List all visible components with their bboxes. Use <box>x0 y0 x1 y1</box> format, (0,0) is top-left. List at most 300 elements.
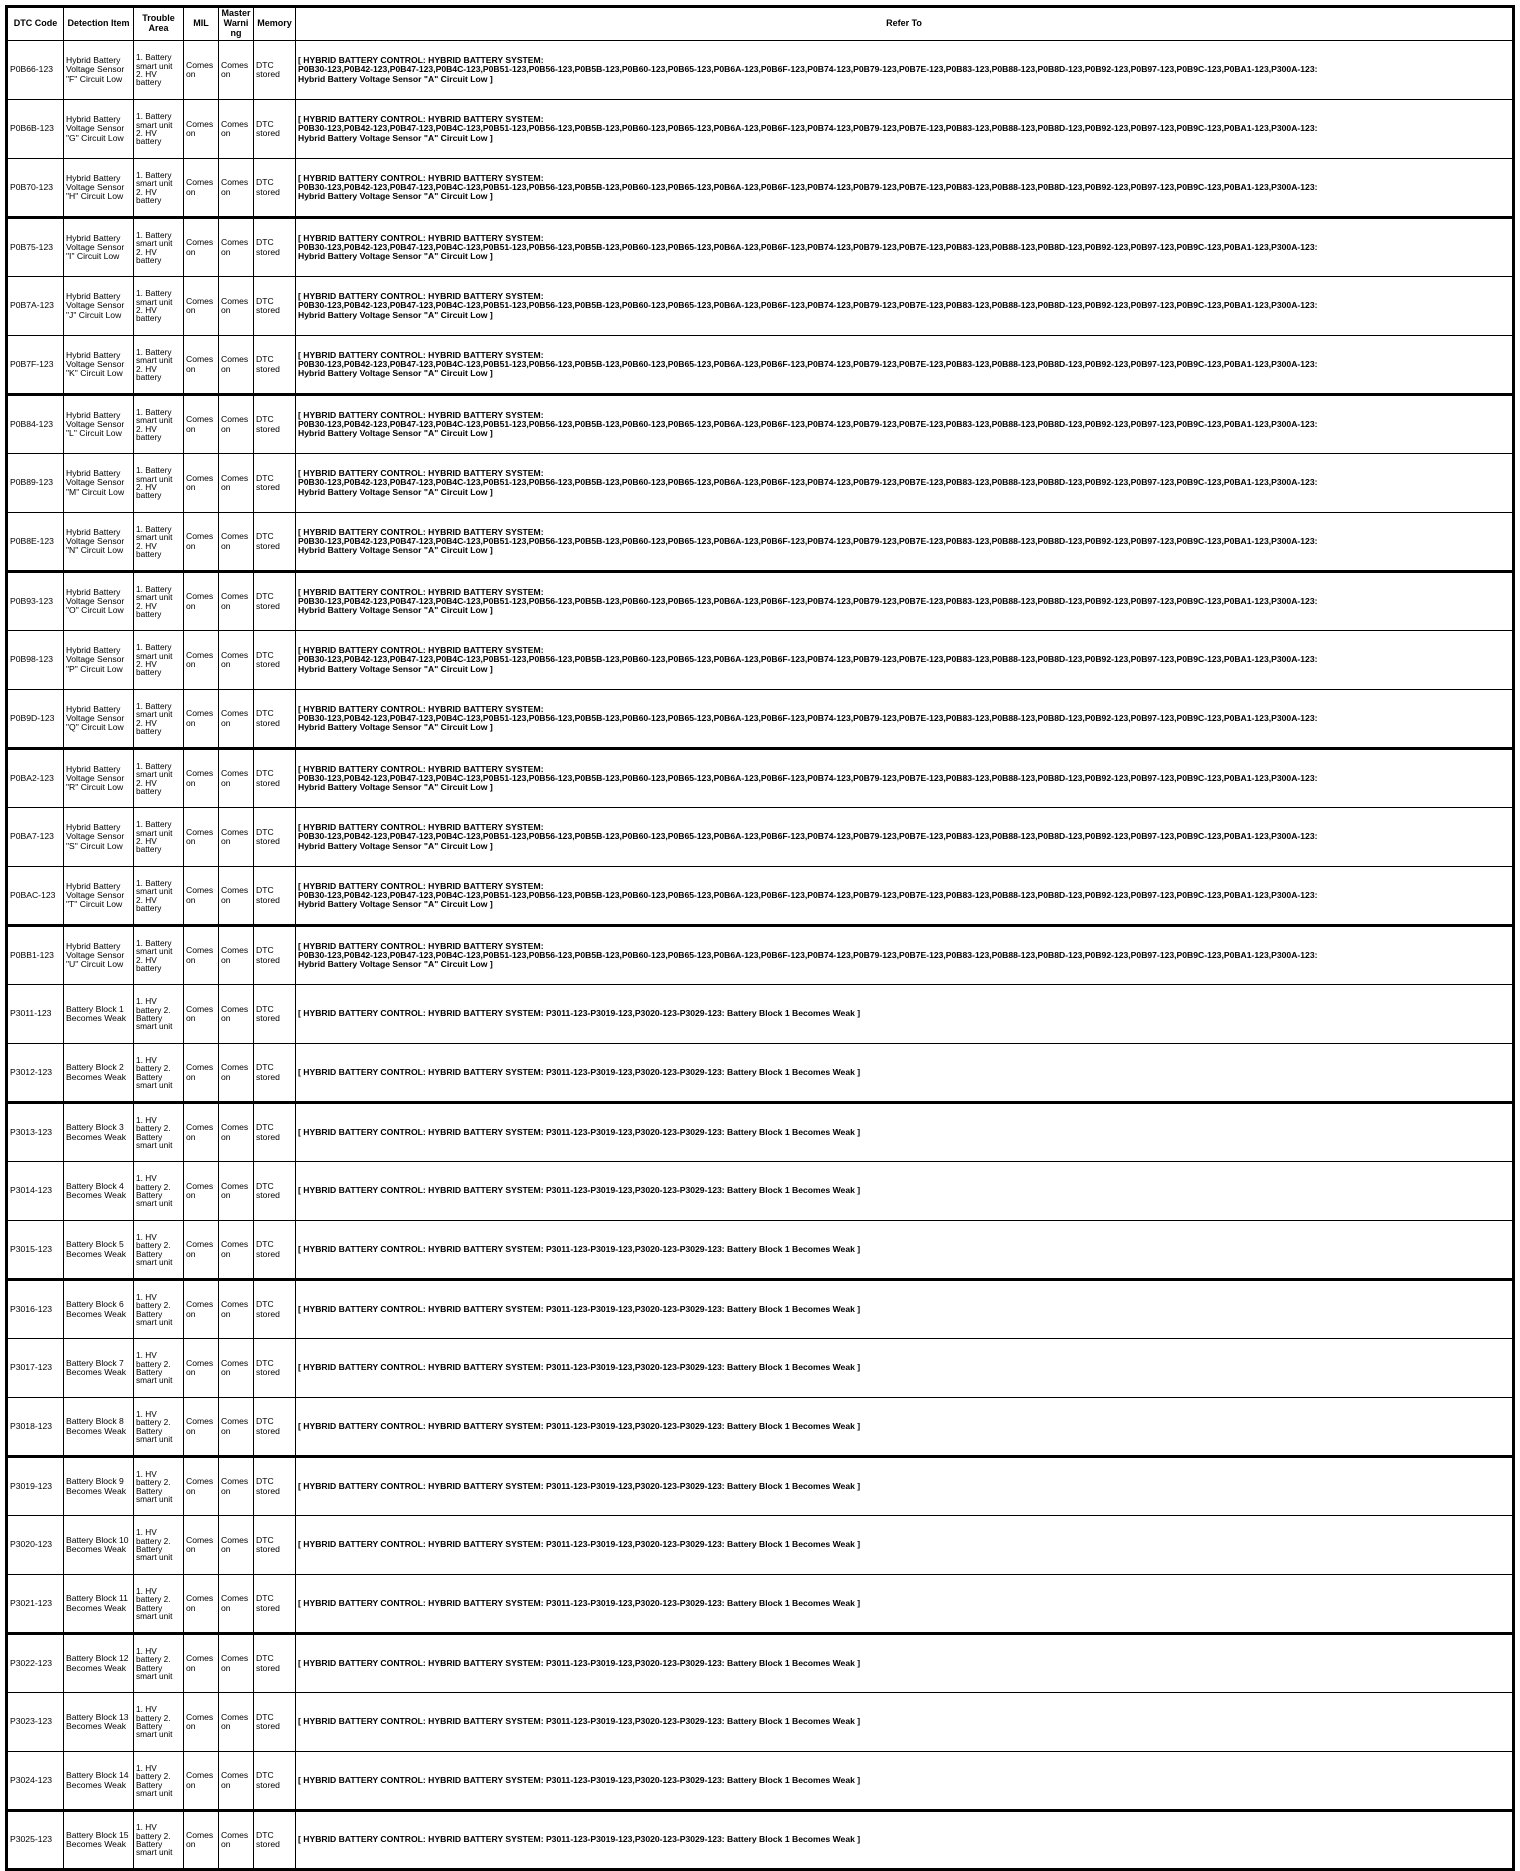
table-row <box>7 1457 1514 1516</box>
refer-to-cell <box>296 1811 1514 1870</box>
trouble-area-cell: 1. Battery smart unit 2. HV battery <box>134 336 184 395</box>
dtc-code-cell: P0B9D-123 <box>7 690 64 749</box>
memory-cell: DTC stored <box>254 277 296 336</box>
trouble-area-cell: 1. HV battery 2. Battery smart unit <box>134 985 184 1044</box>
trouble-area-cell: 1. Battery smart unit 2. HV battery <box>134 277 184 336</box>
dtc-code-cell: P3020-123 <box>7 1516 64 1575</box>
master-warning-cell: Comes on <box>219 1339 254 1398</box>
refer-to-link-text[interactable]: [ HYBRID BATTERY CONTROL: HYBRID BATTERY SYSTEM: <box>298 55 544 66</box>
detection-item-cell: Hybrid Battery Voltage Sensor "F" Circuit Low <box>64 41 134 100</box>
refer-to-link-text[interactable]: Hybrid Battery Voltage Sensor "A" Circuit Low ] <box>298 840 493 851</box>
refer-to-link-text[interactable]: [ HYBRID BATTERY CONTROL: HYBRID BATTERY SYSTEM: P3011-123-P3019-123,P3020-123-P3029-123: Battery Block 1 Becomes Weak ] <box>298 1008 861 1019</box>
master-warning-cell: Comes on <box>219 572 254 631</box>
refer-to-link-text[interactable]: [ HYBRID BATTERY CONTROL: HYBRID BATTERY SYSTEM: P3011-123-P3019-123,P3020-123-P3029-123: Battery Block 1 Becomes Weak ] <box>298 1185 861 1196</box>
table-row <box>7 1693 1514 1752</box>
table-row <box>7 926 1514 985</box>
trouble-area-cell: 1. Battery smart unit 2. HV battery <box>134 808 184 867</box>
table-row <box>7 100 1514 159</box>
memory-cell: DTC stored <box>254 454 296 513</box>
refer-to-link-text[interactable]: [ HYBRID BATTERY CONTROL: HYBRID BATTERY SYSTEM: P3011-123-P3019-123,P3020-123-P3029-123: Battery Block 1 Becomes Weak ] <box>298 1657 861 1668</box>
memory-cell: DTC stored <box>254 926 296 985</box>
master-warning-cell: Comes on <box>219 336 254 395</box>
table-row <box>7 159 1514 218</box>
table-row <box>7 1339 1514 1398</box>
master-warning-cell: Comes on <box>219 1398 254 1457</box>
refer-to-link-text[interactable]: P0B30-123,P0B42-123,P0B47-123,P0B4C-123,P0B51-123,P0B56-123,P0B5B-123,P0B60-123,P0B65-123,P0B6A-123,P0B6F-123,P0B74-123,P0B79-123,P0B7E-123,P0B83-123,P0B88-123,P0B8D-123,P0B92-123,P0B97-123,P0B9C-123,P0BA1-123,P300A-123: <box>298 418 1318 429</box>
detection-item-cell: Battery Block 2 Becomes Weak <box>64 1044 134 1103</box>
detection-item-cell: Battery Block 12 Becomes Weak <box>64 1634 134 1693</box>
master-warning-cell: Comes on <box>219 1693 254 1752</box>
dtc-code-cell: P3023-123 <box>7 1693 64 1752</box>
table-body <box>7 41 1514 1870</box>
refer-to-link-text[interactable]: [ HYBRID BATTERY CONTROL: HYBRID BATTERY SYSTEM: <box>298 645 544 656</box>
mil-cell: Comes on <box>184 1752 219 1811</box>
detection-item-cell: Hybrid Battery Voltage Sensor "G" Circuit Low <box>64 100 134 159</box>
refer-to-link-text[interactable]: [ HYBRID BATTERY CONTROL: HYBRID BATTERY SYSTEM: P3011-123-P3019-123,P3020-123-P3029-123: Battery Block 1 Becomes Weak ] <box>298 1420 861 1431</box>
refer-to-link-text[interactable]: Hybrid Battery Voltage Sensor "A" Circuit Low ] <box>298 309 493 320</box>
memory-cell: DTC stored <box>254 513 296 572</box>
refer-to-link-text[interactable]: [ HYBRID BATTERY CONTROL: HYBRID BATTERY SYSTEM: <box>298 468 544 479</box>
dtc-code-cell: P0B8E-123 <box>7 513 64 572</box>
table-row <box>7 1103 1514 1162</box>
mil-cell: Comes on <box>184 1162 219 1221</box>
memory-cell: DTC stored <box>254 100 296 159</box>
master-warning-cell: Comes on <box>219 395 254 454</box>
mil-cell: Comes on <box>184 1516 219 1575</box>
mil-cell: Comes on <box>184 631 219 690</box>
refer-to-link-text[interactable]: [ HYBRID BATTERY CONTROL: HYBRID BATTERY SYSTEM: P3011-123-P3019-123,P3020-123-P3029-123: Battery Block 1 Becomes Weak ] <box>298 1539 861 1550</box>
memory-cell: DTC stored <box>254 218 296 277</box>
memory-cell: DTC stored <box>254 1339 296 1398</box>
refer-to-cell <box>296 1398 1514 1457</box>
trouble-area-cell: 1. HV battery 2. Battery smart unit <box>134 1752 184 1811</box>
table-row <box>7 690 1514 749</box>
memory-cell: DTC stored <box>254 572 296 631</box>
refer-to-cell <box>296 808 1514 867</box>
trouble-area-cell: 1. HV battery 2. Battery smart unit <box>134 1811 184 1870</box>
refer-to-link-text[interactable]: P0B30-123,P0B42-123,P0B47-123,P0B4C-123,P0B51-123,P0B56-123,P0B5B-123,P0B60-123,P0B65-123,P0B6A-123,P0B6F-123,P0B74-123,P0B79-123,P0B7E-123,P0B83-123,P0B88-123,P0B8D-123,P0B92-123,P0B97-123,P0B9C-123,P0BA1-123,P300A-123: <box>298 654 1318 665</box>
trouble-area-cell: 1. Battery smart unit 2. HV battery <box>134 100 184 159</box>
refer-to-link-text[interactable]: Hybrid Battery Voltage Sensor "A" Circuit Low ] <box>298 132 493 143</box>
dtc-code-cell: P0B6B-123 <box>7 100 64 159</box>
refer-to-cell <box>296 1693 1514 1752</box>
mil-cell: Comes on <box>184 572 219 631</box>
refer-to-link-text[interactable]: [ HYBRID BATTERY CONTROL: HYBRID BATTERY SYSTEM: P3011-123-P3019-123,P3020-123-P3029-123: Battery Block 1 Becomes Weak ] <box>298 1774 861 1785</box>
memory-cell: DTC stored <box>254 1457 296 1516</box>
master-warning-cell: Comes on <box>219 1575 254 1634</box>
refer-to-cell <box>296 1752 1514 1811</box>
header-trouble-area: Trouble Area <box>134 7 184 41</box>
table-row <box>7 395 1514 454</box>
mil-cell: Comes on <box>184 1221 219 1280</box>
detection-item-cell: Battery Block 15 Becomes Weak <box>64 1811 134 1870</box>
detection-item-cell: Hybrid Battery Voltage Sensor "U" Circuit Low <box>64 926 134 985</box>
refer-to-link-text[interactable]: P0B30-123,P0B42-123,P0B47-123,P0B4C-123,P0B51-123,P0B56-123,P0B5B-123,P0B60-123,P0B65-123,P0B6A-123,P0B6F-123,P0B74-123,P0B79-123,P0B7E-123,P0B83-123,P0B88-123,P0B8D-123,P0B92-123,P0B97-123,P0B9C-123,P0BA1-123,P300A-123: <box>298 535 1318 546</box>
detection-item-cell: Battery Block 1 Becomes Weak <box>64 985 134 1044</box>
memory-cell: DTC stored <box>254 1162 296 1221</box>
dtc-code-cell: P0B75-123 <box>7 218 64 277</box>
refer-to-link-text[interactable]: [ HYBRID BATTERY CONTROL: HYBRID BATTERY SYSTEM: <box>298 586 544 597</box>
table-row <box>7 513 1514 572</box>
memory-cell: DTC stored <box>254 1811 296 1870</box>
refer-to-link-text[interactable]: P0B30-123,P0B42-123,P0B47-123,P0B4C-123,P0B51-123,P0B56-123,P0B5B-123,P0B60-123,P0B65-123,P0B6A-123,P0B6F-123,P0B74-123,P0B79-123,P0B7E-123,P0B83-123,P0B88-123,P0B8D-123,P0B92-123,P0B97-123,P0B9C-123,P0BA1-123,P300A-123: <box>298 477 1318 488</box>
refer-to-cell <box>296 1103 1514 1162</box>
refer-to-link-text[interactable]: [ HYBRID BATTERY CONTROL: HYBRID BATTERY SYSTEM: P3011-123-P3019-123,P3020-123-P3029-123: Battery Block 1 Becomes Weak ] <box>298 1597 861 1608</box>
memory-cell: DTC stored <box>254 749 296 808</box>
refer-to-link-text[interactable]: [ HYBRID BATTERY CONTROL: HYBRID BATTERY SYSTEM: <box>298 940 544 951</box>
detection-item-cell: Battery Block 9 Becomes Weak <box>64 1457 134 1516</box>
master-warning-cell: Comes on <box>219 513 254 572</box>
table-row <box>7 41 1514 100</box>
memory-cell: DTC stored <box>254 1575 296 1634</box>
mil-cell: Comes on <box>184 1811 219 1870</box>
mil-cell: Comes on <box>184 1280 219 1339</box>
refer-to-link-text[interactable]: P0B30-123,P0B42-123,P0B47-123,P0B4C-123,P0B51-123,P0B56-123,P0B5B-123,P0B60-123,P0B65-123,P0B6A-123,P0B6F-123,P0B74-123,P0B79-123,P0B7E-123,P0B83-123,P0B88-123,P0B8D-123,P0B92-123,P0B97-123,P0B9C-123,P0BA1-123,P300A-123: <box>298 241 1318 252</box>
table-row <box>7 277 1514 336</box>
refer-to-cell <box>296 454 1514 513</box>
table-row <box>7 749 1514 808</box>
mil-cell: Comes on <box>184 100 219 159</box>
mil-cell: Comes on <box>184 395 219 454</box>
trouble-area-cell: 1. Battery smart unit 2. HV battery <box>134 454 184 513</box>
memory-cell: DTC stored <box>254 1516 296 1575</box>
dtc-code-cell: P3013-123 <box>7 1103 64 1162</box>
mil-cell: Comes on <box>184 690 219 749</box>
mil-cell: Comes on <box>184 159 219 218</box>
master-warning-cell: Comes on <box>219 41 254 100</box>
dtc-code-cell: P3012-123 <box>7 1044 64 1103</box>
trouble-area-cell: 1. Battery smart unit 2. HV battery <box>134 159 184 218</box>
table-row <box>7 808 1514 867</box>
refer-to-link-text[interactable]: [ HYBRID BATTERY CONTROL: HYBRID BATTERY SYSTEM: P3011-123-P3019-123,P3020-123-P3029-123: Battery Block 1 Becomes Weak ] <box>298 1243 861 1254</box>
detection-item-cell: Battery Block 8 Becomes Weak <box>64 1398 134 1457</box>
dtc-code-cell: P3022-123 <box>7 1634 64 1693</box>
dtc-code-cell: P0BA2-123 <box>7 749 64 808</box>
dtc-code-cell: P0B7A-123 <box>7 277 64 336</box>
mil-cell: Comes on <box>184 513 219 572</box>
master-warning-cell: Comes on <box>219 1280 254 1339</box>
detection-item-cell: Hybrid Battery Voltage Sensor "T" Circuit Low <box>64 867 134 926</box>
dtc-code-cell: P3015-123 <box>7 1221 64 1280</box>
table-header <box>7 7 1514 41</box>
detection-item-cell: Hybrid Battery Voltage Sensor "H" Circuit Low <box>64 159 134 218</box>
refer-to-link-text[interactable]: Hybrid Battery Voltage Sensor "A" Circuit Low ] <box>298 428 493 439</box>
detection-item-cell: Hybrid Battery Voltage Sensor "S" Circuit Low <box>64 808 134 867</box>
refer-to-cell <box>296 1221 1514 1280</box>
refer-to-link-text[interactable]: Hybrid Battery Voltage Sensor "A" Circuit Low ] <box>298 191 493 202</box>
header-master-warning: Master Warning <box>219 7 254 41</box>
refer-to-link-text[interactable]: [ HYBRID BATTERY CONTROL: HYBRID BATTERY SYSTEM: <box>298 114 544 125</box>
refer-to-cell <box>296 867 1514 926</box>
refer-to-link-text[interactable]: [ HYBRID BATTERY CONTROL: HYBRID BATTERY SYSTEM: <box>298 409 544 420</box>
table-row <box>7 1811 1514 1870</box>
header-detection-item: Detection Item <box>64 7 134 41</box>
table-row <box>7 631 1514 690</box>
dtc-code-cell: P0B84-123 <box>7 395 64 454</box>
dtc-code-cell: P0BA7-123 <box>7 808 64 867</box>
memory-cell: DTC stored <box>254 159 296 218</box>
dtc-code-cell: P0B93-123 <box>7 572 64 631</box>
master-warning-cell: Comes on <box>219 100 254 159</box>
detection-item-cell: Hybrid Battery Voltage Sensor "L" Circuit Low <box>64 395 134 454</box>
detection-item-cell: Battery Block 6 Becomes Weak <box>64 1280 134 1339</box>
memory-cell: DTC stored <box>254 1221 296 1280</box>
refer-to-cell <box>296 749 1514 808</box>
memory-cell: DTC stored <box>254 1693 296 1752</box>
trouble-area-cell: 1. HV battery 2. Battery smart unit <box>134 1516 184 1575</box>
trouble-area-cell: 1. Battery smart unit 2. HV battery <box>134 926 184 985</box>
mil-cell: Comes on <box>184 1339 219 1398</box>
master-warning-cell: Comes on <box>219 808 254 867</box>
trouble-area-cell: 1. HV battery 2. Battery smart unit <box>134 1339 184 1398</box>
table-row <box>7 1280 1514 1339</box>
master-warning-cell: Comes on <box>219 1162 254 1221</box>
header-mil: MIL <box>184 7 219 41</box>
refer-to-link-text[interactable]: [ HYBRID BATTERY CONTROL: HYBRID BATTERY SYSTEM: <box>298 703 544 714</box>
refer-to-cell <box>296 1457 1514 1516</box>
refer-to-cell <box>296 985 1514 1044</box>
memory-cell: DTC stored <box>254 1634 296 1693</box>
mil-cell: Comes on <box>184 808 219 867</box>
memory-cell: DTC stored <box>254 985 296 1044</box>
refer-to-cell <box>296 926 1514 985</box>
refer-to-link-text[interactable]: P0B30-123,P0B42-123,P0B47-123,P0B4C-123,P0B51-123,P0B56-123,P0B5B-123,P0B60-123,P0B65-123,P0B6A-123,P0B6F-123,P0B74-123,P0B79-123,P0B7E-123,P0B83-123,P0B88-123,P0B8D-123,P0B92-123,P0B97-123,P0B9C-123,P0BA1-123,P300A-123: <box>298 123 1318 134</box>
dtc-code-cell: P3021-123 <box>7 1575 64 1634</box>
refer-to-link-text[interactable]: Hybrid Battery Voltage Sensor "A" Circuit Low ] <box>298 73 493 84</box>
trouble-area-cell: 1. HV battery 2. Battery smart unit <box>134 1221 184 1280</box>
memory-cell: DTC stored <box>254 1398 296 1457</box>
mil-cell: Comes on <box>184 1103 219 1162</box>
refer-to-link-text[interactable]: [ HYBRID BATTERY CONTROL: HYBRID BATTERY SYSTEM: P3011-123-P3019-123,P3020-123-P3029-123: Battery Block 1 Becomes Weak ] <box>298 1066 861 1077</box>
refer-to-link-text[interactable]: P0B30-123,P0B42-123,P0B47-123,P0B4C-123,P0B51-123,P0B56-123,P0B5B-123,P0B60-123,P0B65-123,P0B6A-123,P0B6F-123,P0B74-123,P0B79-123,P0B7E-123,P0B83-123,P0B88-123,P0B8D-123,P0B92-123,P0B97-123,P0B9C-123,P0BA1-123,P300A-123: <box>298 712 1318 723</box>
mil-cell: Comes on <box>184 277 219 336</box>
trouble-area-cell: 1. HV battery 2. Battery smart unit <box>134 1103 184 1162</box>
trouble-area-cell: 1. HV battery 2. Battery smart unit <box>134 1398 184 1457</box>
detection-item-cell: Hybrid Battery Voltage Sensor "K" Circuit Low <box>64 336 134 395</box>
memory-cell: DTC stored <box>254 1280 296 1339</box>
dtc-code-cell: P3016-123 <box>7 1280 64 1339</box>
master-warning-cell: Comes on <box>219 749 254 808</box>
refer-to-cell <box>296 572 1514 631</box>
header-row <box>7 7 1514 41</box>
memory-cell: DTC stored <box>254 336 296 395</box>
dtc-code-cell: P0BAC-123 <box>7 867 64 926</box>
table-row <box>7 1752 1514 1811</box>
mil-cell: Comes on <box>184 985 219 1044</box>
dtc-code-cell: P3024-123 <box>7 1752 64 1811</box>
table-row <box>7 1398 1514 1457</box>
refer-to-link-text[interactable]: Hybrid Battery Voltage Sensor "A" Circuit Low ] <box>298 722 493 733</box>
refer-to-link-text[interactable]: [ HYBRID BATTERY CONTROL: HYBRID BATTERY SYSTEM: <box>298 291 544 302</box>
refer-to-cell <box>296 1162 1514 1221</box>
refer-to-cell <box>296 1044 1514 1103</box>
detection-item-cell: Battery Block 7 Becomes Weak <box>64 1339 134 1398</box>
refer-to-cell <box>296 513 1514 572</box>
refer-to-link-text[interactable]: P0B30-123,P0B42-123,P0B47-123,P0B4C-123,P0B51-123,P0B56-123,P0B5B-123,P0B60-123,P0B65-123,P0B6A-123,P0B6F-123,P0B74-123,P0B79-123,P0B7E-123,P0B83-123,P0B88-123,P0B8D-123,P0B92-123,P0B97-123,P0B9C-123,P0BA1-123,P300A-123: <box>298 949 1318 960</box>
detection-item-cell: Hybrid Battery Voltage Sensor "N" Circuit Low <box>64 513 134 572</box>
table-row <box>7 1634 1514 1693</box>
table-row <box>7 454 1514 513</box>
mil-cell: Comes on <box>184 218 219 277</box>
refer-to-link-text[interactable]: Hybrid Battery Voltage Sensor "A" Circuit Low ] <box>298 959 493 970</box>
detection-item-cell: Hybrid Battery Voltage Sensor "P" Circuit Low <box>64 631 134 690</box>
refer-to-link-text[interactable]: P0B30-123,P0B42-123,P0B47-123,P0B4C-123,P0B51-123,P0B56-123,P0B5B-123,P0B60-123,P0B65-123,P0B6A-123,P0B6F-123,P0B74-123,P0B79-123,P0B7E-123,P0B83-123,P0B88-123,P0B8D-123,P0B92-123,P0B97-123,P0B9C-123,P0BA1-123,P300A-123: <box>298 831 1318 842</box>
dtc-code-cell: P3019-123 <box>7 1457 64 1516</box>
trouble-area-cell: 1. Battery smart unit 2. HV battery <box>134 631 184 690</box>
master-warning-cell: Comes on <box>219 690 254 749</box>
table-row <box>7 1162 1514 1221</box>
dtc-table <box>5 5 1515 1871</box>
detection-item-cell: Hybrid Battery Voltage Sensor "J" Circuit Low <box>64 277 134 336</box>
refer-to-link-text[interactable]: [ HYBRID BATTERY CONTROL: HYBRID BATTERY SYSTEM: P3011-123-P3019-123,P3020-123-P3029-123: Battery Block 1 Becomes Weak ] <box>298 1126 861 1137</box>
refer-to-link-text[interactable]: [ HYBRID BATTERY CONTROL: HYBRID BATTERY SYSTEM: P3011-123-P3019-123,P3020-123-P3029-123: Battery Block 1 Becomes Weak ] <box>298 1834 861 1845</box>
master-warning-cell: Comes on <box>219 867 254 926</box>
master-warning-cell: Comes on <box>219 1457 254 1516</box>
refer-to-link-text[interactable]: Hybrid Battery Voltage Sensor "A" Circuit Low ] <box>298 782 493 793</box>
master-warning-cell: Comes on <box>219 1044 254 1103</box>
mil-cell: Comes on <box>184 1457 219 1516</box>
refer-to-link-text[interactable]: [ HYBRID BATTERY CONTROL: HYBRID BATTERY SYSTEM: <box>298 763 544 774</box>
master-warning-cell: Comes on <box>219 277 254 336</box>
refer-to-cell <box>296 1575 1514 1634</box>
refer-to-link-text[interactable]: [ HYBRID BATTERY CONTROL: HYBRID BATTERY SYSTEM: <box>298 232 544 243</box>
refer-to-link-text[interactable]: P0B30-123,P0B42-123,P0B47-123,P0B4C-123,P0B51-123,P0B56-123,P0B5B-123,P0B60-123,P0B65-123,P0B6A-123,P0B6F-123,P0B74-123,P0B79-123,P0B7E-123,P0B83-123,P0B88-123,P0B8D-123,P0B92-123,P0B97-123,P0B9C-123,P0BA1-123,P300A-123: <box>298 181 1318 192</box>
mil-cell: Comes on <box>184 41 219 100</box>
mil-cell: Comes on <box>184 1398 219 1457</box>
refer-to-link-text[interactable]: P0B30-123,P0B42-123,P0B47-123,P0B4C-123,P0B51-123,P0B56-123,P0B5B-123,P0B60-123,P0B65-123,P0B6A-123,P0B6F-123,P0B74-123,P0B79-123,P0B7E-123,P0B83-123,P0B88-123,P0B8D-123,P0B92-123,P0B97-123,P0B9C-123,P0BA1-123,P300A-123: <box>298 889 1318 900</box>
detection-item-cell: Hybrid Battery Voltage Sensor "O" Circuit Low <box>64 572 134 631</box>
refer-to-link-text[interactable]: Hybrid Battery Voltage Sensor "A" Circuit Low ] <box>298 663 493 674</box>
refer-to-link-text[interactable]: P0B30-123,P0B42-123,P0B47-123,P0B4C-123,P0B51-123,P0B56-123,P0B5B-123,P0B60-123,P0B65-123,P0B6A-123,P0B6F-123,P0B74-123,P0B79-123,P0B7E-123,P0B83-123,P0B88-123,P0B8D-123,P0B92-123,P0B97-123,P0B9C-123,P0BA1-123,P300A-123: <box>298 64 1318 75</box>
master-warning-cell: Comes on <box>219 985 254 1044</box>
refer-to-link-text[interactable]: [ HYBRID BATTERY CONTROL: HYBRID BATTERY SYSTEM: <box>298 172 544 183</box>
refer-to-link-text[interactable]: [ HYBRID BATTERY CONTROL: HYBRID BATTERY SYSTEM: <box>298 526 544 537</box>
refer-to-cell <box>296 1280 1514 1339</box>
dtc-code-cell: P0BB1-123 <box>7 926 64 985</box>
master-warning-cell: Comes on <box>219 1634 254 1693</box>
trouble-area-cell: 1. HV battery 2. Battery smart unit <box>134 1634 184 1693</box>
table-row <box>7 1575 1514 1634</box>
memory-cell: DTC stored <box>254 1752 296 1811</box>
refer-to-cell <box>296 395 1514 454</box>
table-row <box>7 1044 1514 1103</box>
memory-cell: DTC stored <box>254 631 296 690</box>
refer-to-link-text[interactable]: [ HYBRID BATTERY CONTROL: HYBRID BATTERY SYSTEM: <box>298 880 544 891</box>
trouble-area-cell: 1. HV battery 2. Battery smart unit <box>134 1280 184 1339</box>
refer-to-cell <box>296 690 1514 749</box>
trouble-area-cell: 1. Battery smart unit 2. HV battery <box>134 513 184 572</box>
trouble-area-cell: 1. HV battery 2. Battery smart unit <box>134 1575 184 1634</box>
trouble-area-cell: 1. Battery smart unit 2. HV battery <box>134 867 184 926</box>
refer-to-link-text[interactable]: Hybrid Battery Voltage Sensor "A" Circuit Low ] <box>298 545 493 556</box>
table-row <box>7 1516 1514 1575</box>
refer-to-link-text[interactable]: [ HYBRID BATTERY CONTROL: HYBRID BATTERY SYSTEM: <box>298 349 544 360</box>
master-warning-cell: Comes on <box>219 631 254 690</box>
dtc-code-cell: P3025-123 <box>7 1811 64 1870</box>
header-dtc-code: DTC Code <box>7 7 64 41</box>
refer-to-link-text[interactable]: Hybrid Battery Voltage Sensor "A" Circuit Low ] <box>298 368 493 379</box>
refer-to-link-text[interactable]: Hybrid Battery Voltage Sensor "A" Circuit Low ] <box>298 605 493 616</box>
refer-to-link-text[interactable]: Hybrid Battery Voltage Sensor "A" Circuit Low ] <box>298 899 493 910</box>
memory-cell: DTC stored <box>254 395 296 454</box>
refer-to-cell <box>296 100 1514 159</box>
detection-item-cell: Hybrid Battery Voltage Sensor "M" Circuit Low <box>64 454 134 513</box>
refer-to-link-text[interactable]: P0B30-123,P0B42-123,P0B47-123,P0B4C-123,P0B51-123,P0B56-123,P0B5B-123,P0B60-123,P0B65-123,P0B6A-123,P0B6F-123,P0B74-123,P0B79-123,P0B7E-123,P0B83-123,P0B88-123,P0B8D-123,P0B92-123,P0B97-123,P0B9C-123,P0BA1-123,P300A-123: <box>298 300 1318 311</box>
detection-item-cell: Hybrid Battery Voltage Sensor "I" Circuit Low <box>64 218 134 277</box>
detection-item-cell: Hybrid Battery Voltage Sensor "R" Circuit Low <box>64 749 134 808</box>
refer-to-link-text[interactable]: [ HYBRID BATTERY CONTROL: HYBRID BATTERY SYSTEM: <box>298 822 544 833</box>
memory-cell: DTC stored <box>254 41 296 100</box>
memory-cell: DTC stored <box>254 808 296 867</box>
header-memory: Memory <box>254 7 296 41</box>
refer-to-cell <box>296 631 1514 690</box>
header-refer-to: Refer To <box>296 7 1514 41</box>
dtc-code-cell: P0B98-123 <box>7 631 64 690</box>
trouble-area-cell: 1. Battery smart unit 2. HV battery <box>134 572 184 631</box>
trouble-area-cell: 1. Battery smart unit 2. HV battery <box>134 690 184 749</box>
master-warning-cell: Comes on <box>219 1221 254 1280</box>
refer-to-link-text[interactable]: [ HYBRID BATTERY CONTROL: HYBRID BATTERY SYSTEM: P3011-123-P3019-123,P3020-123-P3029-123: Battery Block 1 Becomes Weak ] <box>298 1716 861 1727</box>
detection-item-cell: Hybrid Battery Voltage Sensor "Q" Circuit Low <box>64 690 134 749</box>
trouble-area-cell: 1. Battery smart unit 2. HV battery <box>134 749 184 808</box>
master-warning-cell: Comes on <box>219 1103 254 1162</box>
refer-to-cell <box>296 159 1514 218</box>
mil-cell: Comes on <box>184 1693 219 1752</box>
trouble-area-cell: 1. HV battery 2. Battery smart unit <box>134 1693 184 1752</box>
refer-to-cell <box>296 277 1514 336</box>
detection-item-cell: Battery Block 14 Becomes Weak <box>64 1752 134 1811</box>
trouble-area-cell: 1. Battery smart unit 2. HV battery <box>134 41 184 100</box>
refer-to-cell <box>296 1516 1514 1575</box>
refer-to-link-text[interactable]: P0B30-123,P0B42-123,P0B47-123,P0B4C-123,P0B51-123,P0B56-123,P0B5B-123,P0B60-123,P0B65-123,P0B6A-123,P0B6F-123,P0B74-123,P0B79-123,P0B7E-123,P0B83-123,P0B88-123,P0B8D-123,P0B92-123,P0B97-123,P0B9C-123,P0BA1-123,P300A-123: <box>298 595 1318 606</box>
mil-cell: Comes on <box>184 454 219 513</box>
dtc-code-cell: P0B89-123 <box>7 454 64 513</box>
refer-to-link-text[interactable]: P0B30-123,P0B42-123,P0B47-123,P0B4C-123,P0B51-123,P0B56-123,P0B5B-123,P0B60-123,P0B65-123,P0B6A-123,P0B6F-123,P0B74-123,P0B79-123,P0B7E-123,P0B83-123,P0B88-123,P0B8D-123,P0B92-123,P0B97-123,P0B9C-123,P0BA1-123,P300A-123: <box>298 358 1318 369</box>
mil-cell: Comes on <box>184 926 219 985</box>
refer-to-link-text[interactable]: P0B30-123,P0B42-123,P0B47-123,P0B4C-123,P0B51-123,P0B56-123,P0B5B-123,P0B60-123,P0B65-123,P0B6A-123,P0B6F-123,P0B74-123,P0B79-123,P0B7E-123,P0B83-123,P0B88-123,P0B8D-123,P0B92-123,P0B97-123,P0B9C-123,P0BA1-123,P300A-123: <box>298 772 1318 783</box>
detection-item-cell: Battery Block 10 Becomes Weak <box>64 1516 134 1575</box>
refer-to-link-text[interactable]: Hybrid Battery Voltage Sensor "A" Circuit Low ] <box>298 486 493 497</box>
memory-cell: DTC stored <box>254 690 296 749</box>
dtc-code-cell: P3011-123 <box>7 985 64 1044</box>
detection-item-cell: Battery Block 3 Becomes Weak <box>64 1103 134 1162</box>
refer-to-link-text[interactable]: Hybrid Battery Voltage Sensor "A" Circuit Low ] <box>298 251 493 262</box>
table-row <box>7 867 1514 926</box>
memory-cell: DTC stored <box>254 1103 296 1162</box>
mil-cell: Comes on <box>184 749 219 808</box>
refer-to-link-text[interactable]: [ HYBRID BATTERY CONTROL: HYBRID BATTERY SYSTEM: P3011-123-P3019-123,P3020-123-P3029-123: Battery Block 1 Becomes Weak ] <box>298 1303 861 1314</box>
table-row <box>7 218 1514 277</box>
table-row <box>7 572 1514 631</box>
dtc-code-cell: P3014-123 <box>7 1162 64 1221</box>
master-warning-cell: Comes on <box>219 159 254 218</box>
mil-cell: Comes on <box>184 1634 219 1693</box>
master-warning-cell: Comes on <box>219 454 254 513</box>
detection-item-cell: Battery Block 5 Becomes Weak <box>64 1221 134 1280</box>
detection-item-cell: Battery Block 11 Becomes Weak <box>64 1575 134 1634</box>
refer-to-link-text[interactable]: [ HYBRID BATTERY CONTROL: HYBRID BATTERY SYSTEM: P3011-123-P3019-123,P3020-123-P3029-123: Battery Block 1 Becomes Weak ] <box>298 1480 861 1491</box>
dtc-code-cell: P0B70-123 <box>7 159 64 218</box>
mil-cell: Comes on <box>184 1044 219 1103</box>
dtc-code-cell: P3018-123 <box>7 1398 64 1457</box>
refer-to-cell <box>296 336 1514 395</box>
refer-to-cell <box>296 218 1514 277</box>
refer-to-link-text[interactable]: [ HYBRID BATTERY CONTROL: HYBRID BATTERY SYSTEM: P3011-123-P3019-123,P3020-123-P3029-123: Battery Block 1 Becomes Weak ] <box>298 1362 861 1373</box>
mil-cell: Comes on <box>184 336 219 395</box>
dtc-code-cell: P3017-123 <box>7 1339 64 1398</box>
master-warning-cell: Comes on <box>219 1516 254 1575</box>
table-row <box>7 336 1514 395</box>
